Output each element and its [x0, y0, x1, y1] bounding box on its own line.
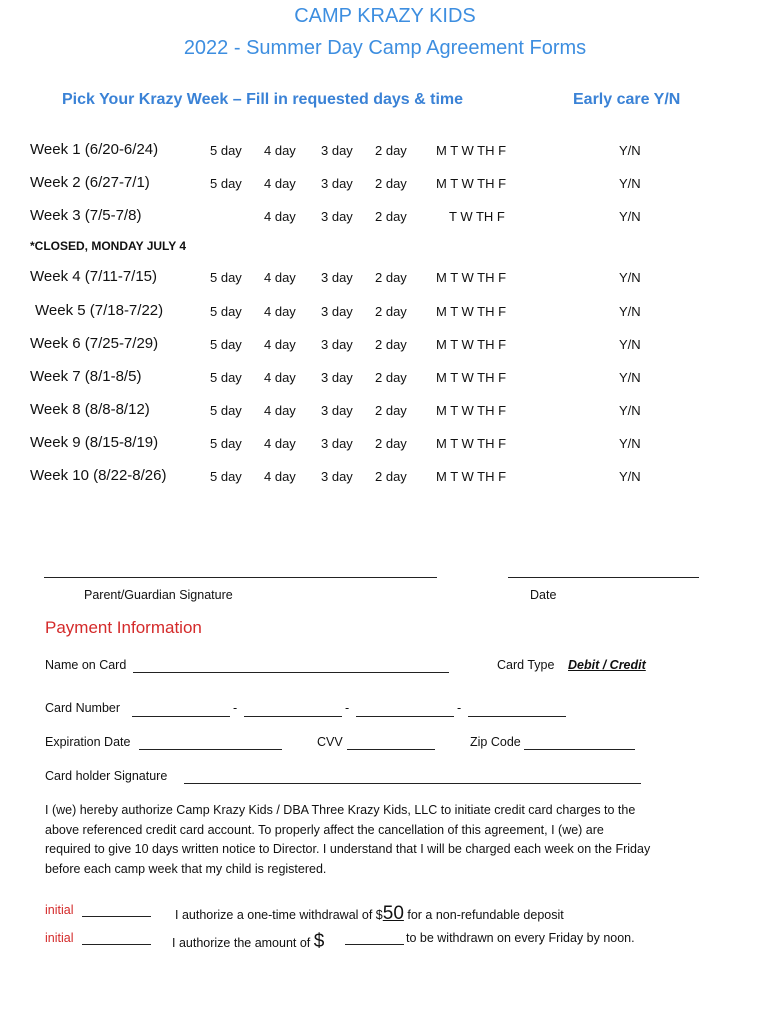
week-label: Week 5 (7/18-7/22): [35, 302, 164, 319]
option-4-day[interactable]: 4 day: [264, 403, 296, 418]
closed-note: *CLOSED, MONDAY JULY 4: [30, 239, 187, 253]
day-selection[interactable]: M T W TH F: [436, 436, 507, 451]
early-care-yn[interactable]: Y/N: [619, 176, 641, 191]
option-4-day[interactable]: 4 day: [264, 176, 296, 191]
week-label: Week 7 (8/1-8/5): [30, 368, 142, 385]
early-care-yn[interactable]: Y/N: [619, 436, 641, 451]
option-4-day[interactable]: 4 day: [264, 436, 296, 451]
option-3-day[interactable]: 3 day: [321, 403, 353, 418]
day-selection[interactable]: M T W TH F: [436, 403, 507, 418]
day-selection[interactable]: T W TH F: [449, 209, 505, 224]
day-selection[interactable]: M T W TH F: [436, 337, 507, 352]
day-selection[interactable]: M T W TH F: [436, 370, 507, 385]
option-3-day[interactable]: 3 day: [321, 270, 353, 285]
option-4-day[interactable]: 4 day: [264, 304, 296, 319]
zip-field[interactable]: [524, 749, 635, 750]
option-2-day[interactable]: 2 day: [375, 337, 407, 352]
early-care-yn[interactable]: Y/N: [619, 209, 641, 224]
card-number-group-2[interactable]: [244, 716, 342, 717]
card-number-label: Card Number: [45, 701, 121, 715]
option-4-day[interactable]: 4 day: [264, 270, 296, 285]
authorization-line: I (we) hereby authorize Camp Krazy Kids / DBA Three Krazy Kids, LLC to initiate credit card charges to the: [45, 803, 636, 817]
option-5-day[interactable]: 5 day: [210, 143, 242, 158]
initial-label: initial: [45, 931, 74, 945]
week-label: Week 4 (7/11-7/15): [30, 268, 158, 285]
name-on-card-label: Name on Card: [45, 658, 127, 672]
early-care-yn[interactable]: Y/N: [619, 337, 641, 352]
day-selection[interactable]: M T W TH F: [436, 304, 507, 319]
card-number-group-3[interactable]: [356, 716, 454, 717]
form-title: 2022 - Summer Day Camp Agreement Forms: [183, 37, 587, 59]
option-2-day[interactable]: 2 day: [375, 403, 407, 418]
authorization-line: above referenced credit card account. To properly affect the cancellation of this agreement, I (we) are: [45, 822, 604, 837]
option-3-day[interactable]: 3 day: [321, 143, 353, 158]
option-2-day[interactable]: 2 day: [375, 436, 407, 451]
option-5-day[interactable]: 5 day: [210, 370, 242, 385]
option-3-day[interactable]: 3 day: [321, 304, 353, 319]
authorization-line: before each camp week that my child is registered.: [45, 861, 327, 876]
option-3-day[interactable]: 3 day: [321, 176, 353, 191]
card-number-group-1[interactable]: [132, 716, 230, 717]
option-2-day[interactable]: 2 day: [375, 209, 407, 224]
expiration-label: Expiration Date: [45, 735, 131, 749]
card-holder-signature-label: Card holder Signature: [45, 769, 168, 783]
early-care-heading: Early care Y/N: [573, 91, 681, 108]
option-3-day[interactable]: 3 day: [321, 209, 353, 224]
option-3-day[interactable]: 3 day: [321, 337, 353, 352]
option-5-day[interactable]: 5 day: [210, 403, 242, 418]
initial-label: initial: [45, 903, 74, 917]
early-care-yn[interactable]: Y/N: [619, 270, 641, 285]
authorization-text: [45, 801, 735, 879]
early-care-yn[interactable]: Y/N: [619, 403, 641, 418]
option-5-day[interactable]: 5 day: [210, 436, 242, 451]
option-2-day[interactable]: 2 day: [375, 176, 407, 191]
early-care-yn[interactable]: Y/N: [619, 469, 641, 484]
option-2-day[interactable]: 2 day: [375, 304, 407, 319]
weekly-amount-field[interactable]: [345, 944, 404, 945]
day-selection[interactable]: M T W TH F: [436, 469, 507, 484]
weekly-text: I authorize the amount of $: [172, 931, 325, 952]
cvv-label: CVV: [317, 735, 343, 749]
zip-label: Zip Code: [470, 735, 521, 749]
date-label: Date: [530, 588, 557, 602]
option-2-day[interactable]: 2 day: [375, 469, 407, 484]
week-label: Week 8 (8/8-8/12): [30, 401, 150, 418]
weekly-initial-field[interactable]: [82, 944, 151, 945]
day-selection[interactable]: M T W TH F: [436, 176, 507, 191]
authorization-line: required to give 10 days written notice to Director. I understand that I will be charged each week on the Friday: [45, 842, 651, 856]
parent-signature-label: Parent/Guardian Signature: [84, 588, 233, 602]
week-label: Week 3 (7/5-7/8): [30, 207, 142, 224]
date-line[interactable]: [508, 577, 699, 578]
card-holder-signature-field[interactable]: [184, 783, 641, 784]
payment-title: Payment Information: [45, 618, 202, 637]
week-label: Week 2 (6/27-7/1): [30, 174, 150, 191]
week-label: Week 6 (7/25-7/29): [30, 335, 159, 352]
day-selection[interactable]: M T W TH F: [436, 270, 507, 285]
cvv-field[interactable]: [347, 749, 435, 750]
early-care-yn[interactable]: Y/N: [619, 304, 641, 319]
deposit-amount: 50: [382, 903, 404, 924]
option-5-day[interactable]: 5 day: [210, 270, 242, 285]
option-2-day[interactable]: 2 day: [375, 143, 407, 158]
pick-week-heading: Pick Your Krazy Week – Fill in requested days & time: [62, 91, 464, 108]
early-care-yn[interactable]: Y/N: [619, 143, 641, 158]
deposit-text: I authorize a one-time withdrawal of $50 for a non-refundable deposit: [175, 903, 564, 924]
name-on-card-field[interactable]: [133, 672, 449, 673]
option-5-day[interactable]: 5 day: [210, 176, 242, 191]
option-4-day[interactable]: 4 day: [264, 370, 296, 385]
option-5-day[interactable]: 5 day: [210, 469, 242, 484]
week-label: Week 10 (8/22-8/26): [30, 467, 167, 484]
card-number-group-4[interactable]: [468, 716, 566, 717]
option-5-day[interactable]: 5 day: [210, 304, 242, 319]
parent-signature-line[interactable]: [44, 577, 437, 578]
option-3-day[interactable]: 3 day: [321, 436, 353, 451]
option-2-day[interactable]: 2 day: [375, 370, 407, 385]
day-selection[interactable]: M T W TH F: [436, 143, 507, 158]
early-care-yn[interactable]: Y/N: [619, 370, 641, 385]
option-4-day[interactable]: 4 day: [264, 469, 296, 484]
option-5-day[interactable]: 5 day: [210, 337, 242, 352]
option-3-day[interactable]: 3 day: [321, 469, 353, 484]
week-label: Week 9 (8/15-8/19): [30, 434, 159, 451]
expiration-field[interactable]: [139, 749, 282, 750]
option-2-day[interactable]: 2 day: [375, 270, 407, 285]
card-type-value[interactable]: Debit / Credit: [568, 658, 646, 672]
weekly-dollar: $: [313, 931, 325, 952]
camp-title: CAMP KRAZY KIDS: [294, 5, 476, 27]
card-type-label: Card Type: [497, 658, 555, 672]
option-4-day[interactable]: 4 day: [264, 209, 296, 224]
weekly-text-end: to be withdrawn on every Friday by noon.: [406, 931, 635, 945]
option-3-day[interactable]: 3 day: [321, 370, 353, 385]
option-4-day[interactable]: 4 day: [264, 143, 296, 158]
deposit-initial-field[interactable]: [82, 916, 151, 917]
week-label: Week 1 (6/20-6/24): [30, 141, 159, 158]
option-4-day[interactable]: 4 day: [264, 337, 296, 352]
